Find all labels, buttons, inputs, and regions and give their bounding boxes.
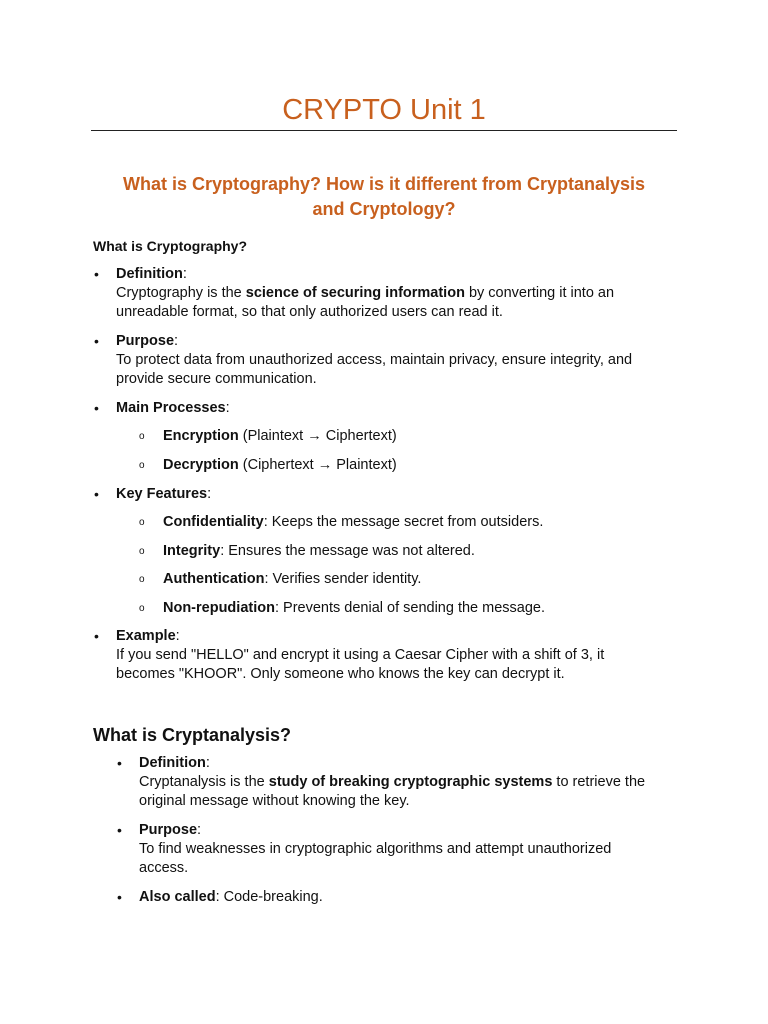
- bullet-disc: •: [117, 755, 122, 771]
- title-underline: [91, 130, 677, 131]
- sub-item-label: Confidentiality: [163, 514, 264, 530]
- bullet-disc: •: [94, 628, 99, 644]
- sub-item-text: (Ciphertext → Plaintext): [238, 457, 397, 473]
- bullet-circle: o: [139, 431, 145, 442]
- item-label: Purpose: [116, 333, 175, 349]
- sub-item-text: : Keeps the message secret from outsiders.: [263, 514, 544, 530]
- item-colon: :: [182, 266, 187, 282]
- definition-text-post: to retrieve the: [552, 774, 646, 790]
- sub-item-text: : Verifies sender identity.: [264, 571, 422, 587]
- definition-text-line-2: unreadable format, so that only authorized users can read it.: [116, 304, 503, 320]
- purpose-text-line-1: To protect data from unauthorized access, maintain privacy, ensure integrity, and: [116, 352, 633, 368]
- also-called-text: : Code-breaking.: [215, 889, 323, 905]
- bullet-circle: o: [139, 517, 145, 528]
- bullet-circle: o: [139, 574, 145, 585]
- item-label: Also called: [139, 889, 216, 905]
- bullet-disc: •: [94, 266, 99, 282]
- list-item-main-processes: [94, 399, 230, 418]
- sub-item-label: Encryption: [163, 428, 239, 444]
- sub-list-item-integrity: [139, 542, 475, 561]
- sub-item-text: : Prevents denial of sending the message.: [274, 600, 545, 616]
- purpose-text-line-1: To find weaknesses in cryptographic algorithms and attempt unauthorized: [139, 841, 612, 857]
- list-item-purpose: [94, 332, 633, 389]
- main-heading-line-2: and Cryptology?: [312, 199, 456, 219]
- bullet-disc: •: [94, 486, 99, 502]
- bullet-circle: o: [139, 546, 145, 557]
- sub-item-label: Authentication: [163, 571, 265, 587]
- list-item-cryptanalysis-definition: [117, 754, 646, 811]
- cryptanalysis-heading: What is Cryptanalysis?: [93, 725, 292, 745]
- definition-text-line-2: original message without knowing the key.: [139, 793, 410, 809]
- sub-list-item-decryption: [139, 456, 397, 475]
- sub-list-item-encryption: [139, 427, 397, 446]
- bullet-disc: •: [117, 822, 122, 838]
- definition-text-bold: study of breaking cryptographic systems: [268, 774, 553, 790]
- purpose-text-line-2: access.: [139, 860, 189, 876]
- list-item-example: [94, 627, 605, 684]
- bullet-circle: o: [139, 460, 145, 471]
- sub-list-item-non-repudiation: [139, 599, 545, 618]
- cryptography-subheading: What is Cryptography?: [93, 238, 248, 254]
- definition-text-post: by converting it into an: [464, 285, 615, 301]
- item-colon: :: [174, 333, 179, 349]
- item-colon: :: [207, 486, 212, 502]
- definition-text-bold: science of securing information: [245, 285, 465, 301]
- item-label: Key Features: [116, 486, 208, 502]
- item-colon: :: [175, 628, 180, 644]
- item-label: Example: [116, 628, 176, 644]
- bullet-disc: •: [94, 333, 99, 349]
- bullet-circle: o: [139, 603, 145, 614]
- item-colon: :: [197, 822, 202, 838]
- sub-item-label: Decryption: [163, 457, 239, 473]
- item-colon: :: [205, 755, 210, 771]
- sub-item-text: (Plaintext → Ciphertext): [238, 428, 397, 444]
- definition-text-pre: Cryptography is the: [116, 285, 246, 301]
- item-label: Definition: [139, 755, 206, 771]
- item-label: Definition: [116, 266, 183, 282]
- sub-item-text: : Ensures the message was not altered.: [220, 543, 475, 559]
- sub-list-item-authentication: [139, 570, 422, 589]
- bullet-disc: •: [117, 889, 122, 905]
- list-item-cryptanalysis-purpose: [117, 821, 612, 878]
- main-heading-line-1: What is Cryptography? How is it different from Cryptanalysis: [122, 174, 646, 194]
- bullet-disc: •: [94, 400, 99, 416]
- example-text-line-2: becomes "KHOOR". Only someone who knows the key can decrypt it.: [116, 666, 565, 682]
- sub-list-item-confidentiality: [139, 513, 544, 532]
- example-text-line-1: If you send "HELLO" and encrypt it using a Caesar Cipher with a shift of 3, it: [116, 647, 605, 663]
- item-label: Purpose: [139, 822, 198, 838]
- sub-item-label: Integrity: [163, 543, 221, 559]
- list-item-key-features: [94, 485, 212, 504]
- sub-item-label: Non-repudiation: [163, 600, 275, 616]
- list-item-definition: [94, 265, 615, 322]
- list-item-also-called: [117, 888, 323, 907]
- item-label: Main Processes: [116, 400, 226, 416]
- main-heading: [91, 172, 677, 222]
- definition-text-pre: Cryptanalysis is the: [139, 774, 269, 790]
- purpose-text-line-2: provide secure communication.: [116, 371, 317, 387]
- item-colon: :: [225, 400, 230, 416]
- document-title: CRYPTO Unit 1: [282, 94, 486, 126]
